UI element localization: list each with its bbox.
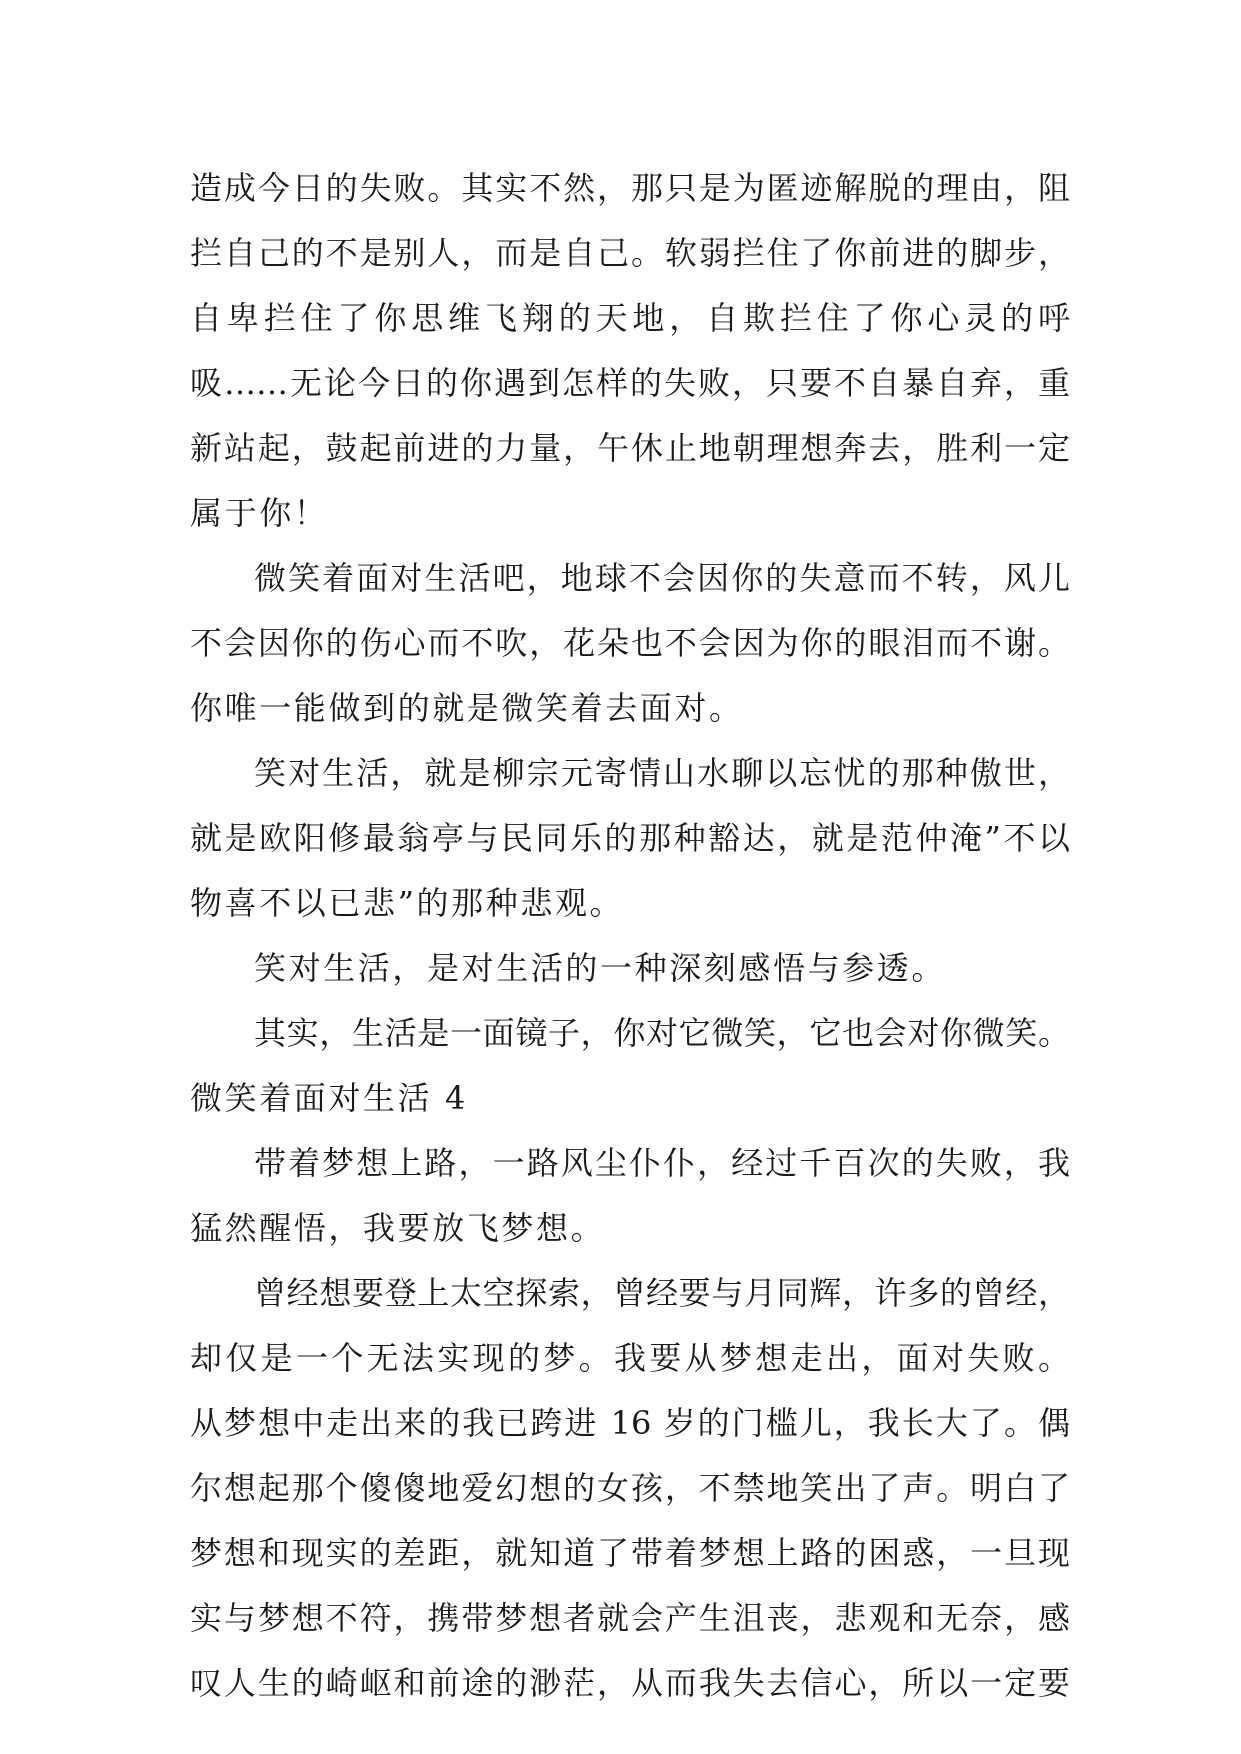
text-line: 尔想起那个傻傻地爱幻想的女孩，不禁地笑出了声。明白了 bbox=[190, 1469, 1070, 1507]
text-line: 实与梦想不符，携带梦想者就会产生沮丧，悲观和无奈，感 bbox=[190, 1599, 1070, 1637]
text-line: 拦自己的不是别人，而是自己。软弱拦住了你前进的脚步， bbox=[190, 234, 1070, 272]
paragraph-first-line: 笑对生活，就是柳宗元寄情山水聊以忘忧的那种傲世， bbox=[254, 754, 1070, 792]
text-line: 造成今日的失败。其实不然，那只是为匿迹解脱的理由，阻 bbox=[190, 169, 1070, 207]
text-line: 猛然醒悟，我要放飞梦想。 bbox=[190, 1209, 606, 1247]
paragraph-first-line: 曾经想要登上太空探索，曾经要与月同辉，许多的曾经， bbox=[254, 1274, 1070, 1312]
text-line: 属于你！ bbox=[190, 494, 329, 532]
text-line: 从梦想中走出来的我已跨进 16 岁的门槛儿，我长大了。偶 bbox=[190, 1404, 1070, 1442]
text-line: 吸……无论今日的你遇到怎样的失败，只要不自暴自弃，重 bbox=[190, 364, 1070, 402]
paragraph-first-line: 其实，生活是一面镜子，你对它微笑，它也会对你微笑。 bbox=[254, 1014, 1070, 1052]
paragraph-first-line: 笑对生活，是对生活的一种深刻感悟与参透。 bbox=[254, 949, 947, 987]
paragraph-first-line: 微笑着面对生活吧，地球不会因你的失意而不转，风儿 bbox=[254, 559, 1070, 597]
text-line: 叹人生的崎岖和前途的渺茫，从而我失去信心，所以一定要 bbox=[190, 1664, 1070, 1702]
text-line: 不会因你的伤心而不吹，花朵也不会因为你的眼泪而不谢。 bbox=[190, 624, 1070, 662]
text-line: 新站起，鼓起前进的力量，午休止地朝理想奔去，胜利一定 bbox=[190, 429, 1070, 467]
text-line: 梦想和现实的差距，就知道了带着梦想上路的困惑，一旦现 bbox=[190, 1534, 1070, 1572]
text-line: 你唯一能做到的就是微笑着去面对。 bbox=[190, 689, 744, 727]
paragraph-first-line: 带着梦想上路，一路风尘仆仆，经过千百次的失败，我 bbox=[254, 1144, 1070, 1182]
text-line: 却仅是一个无法实现的梦。我要从梦想走出，面对失败。 bbox=[190, 1339, 1070, 1377]
document-page bbox=[190, 156, 1070, 1716]
text-line: 自卑拦住了你思维飞翔的天地，自欺拦住了你心灵的呼 bbox=[190, 299, 1070, 337]
text-line: 就是欧阳修最翁亭与民同乐的那种豁达，就是范仲淹”不以 bbox=[190, 819, 1070, 857]
text-line: 物喜不以已悲”的那种悲观。 bbox=[190, 884, 625, 922]
section-heading: 微笑着面对生活 4 bbox=[190, 1079, 468, 1117]
